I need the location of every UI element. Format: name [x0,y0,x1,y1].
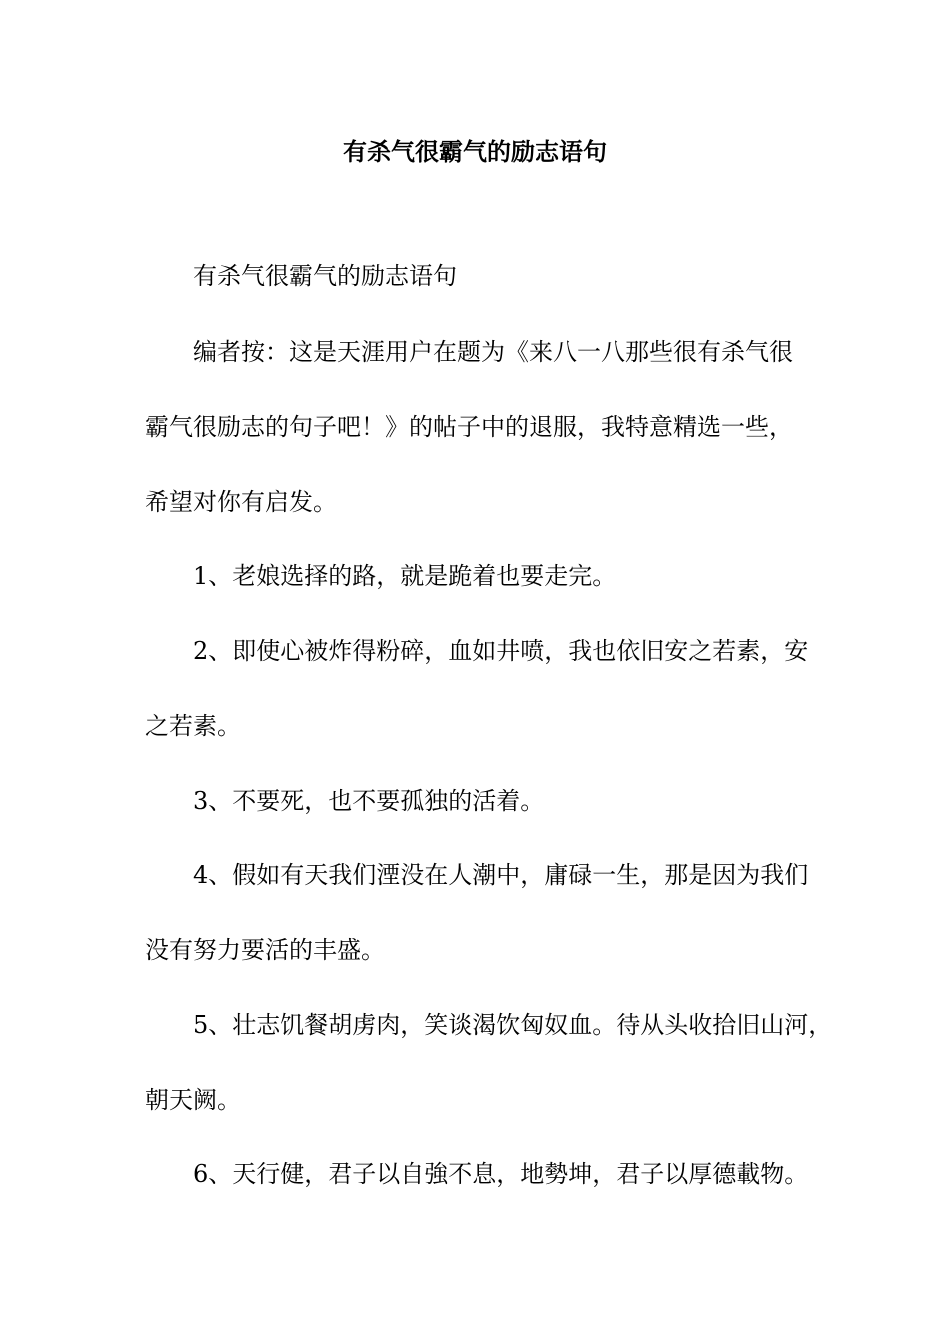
document-title: 有杀气很霸气的励志语句 [343,137,607,166]
paragraph-subtitle: 有杀气很霸气的励志语句 [193,262,457,290]
list-item-4-cont: 没有努力要活的丰盛。 [145,936,385,964]
paragraph-editor-note: 编者按：这是天涯用户在题为《来八一八那些很有杀气很 [193,338,793,366]
list-item-4: 4、假如有天我们湮没在人潮中，庸碌一生，那是因为我们 [193,861,809,889]
list-item-1: 1、老娘选择的路，就是跪着也要走完。 [193,562,617,590]
list-item-2: 2、即使心被炸得粉碎，血如井喷，我也依旧安之若素，安 [193,637,809,665]
list-item-5: 5、壮志饥餐胡虏肉，笑谈渴饮匈奴血。待从头收拾旧山河， [193,1011,833,1039]
list-item-2-cont: 之若素。 [145,712,241,740]
paragraph-editor-note-cont: 霸气很励志的句子吧！》的帖子中的退服，我特意精选一些， [145,413,793,441]
list-item-3: 3、不要死，也不要孤独的活着。 [193,787,545,815]
list-item-6: 6、天行健，君子以自強不息，地勢坤，君子以厚德載物。 [193,1160,809,1188]
list-item-5-cont: 朝天阙。 [145,1086,241,1114]
paragraph-editor-note-end: 希望对你有启发。 [145,488,337,516]
